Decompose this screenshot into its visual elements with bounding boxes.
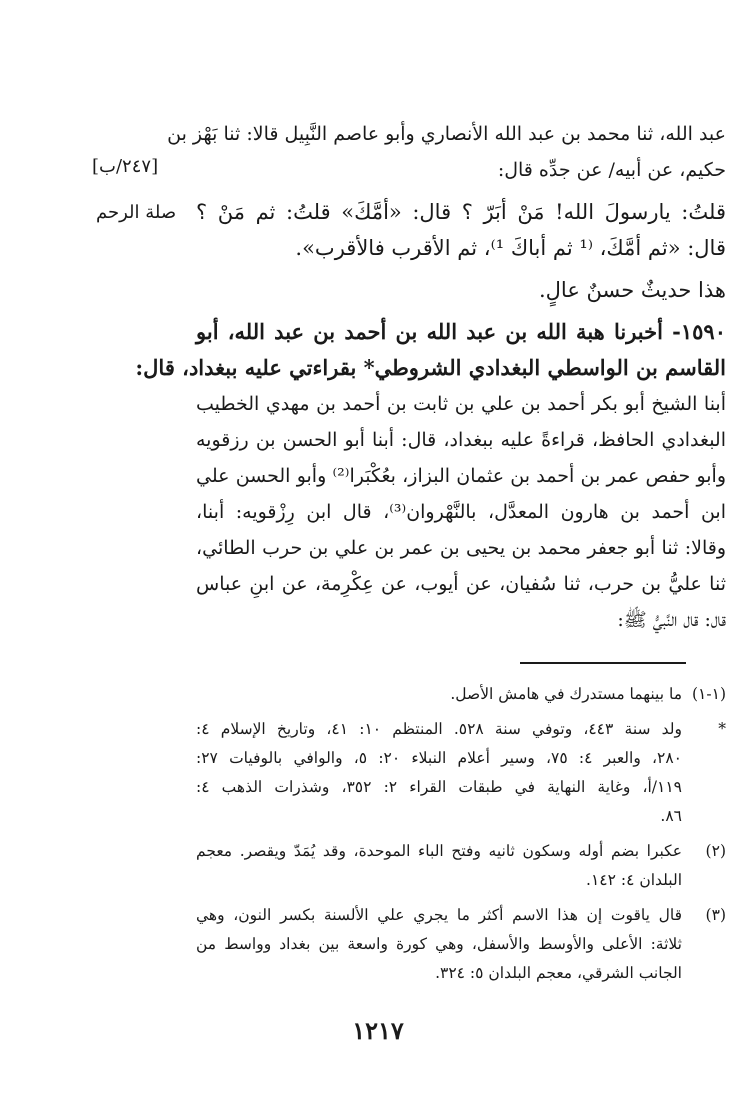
text-line: قال: قال النَّبيُّ ﷺ: — [617, 609, 726, 631]
footnote-line: ولد سنة ٤٤٣، وتوفي سنة ٥٢٨. المنتظم ١٠: ٤١، وتاريخ الإسلام ٤: — [196, 720, 682, 738]
footnote-line: ثلاثة: الأعلى والأوسط والأسفل، وهي كورة واسعة بين بغداد وواسط من — [196, 935, 682, 953]
footnote — [196, 680, 726, 709]
footnote-marker: * — [718, 720, 726, 738]
footnote — [196, 837, 726, 895]
footnote-divider — [520, 662, 686, 664]
text-line: عبد الله، ثنا محمد بن عبد الله الأنصاري وأبو عاصم النَّبِيل قالا: ثنا بَهْز بن — [167, 123, 726, 145]
footnote-line: الجانب الشرقي، معجم البلدان ٥: ٣٢٤. — [435, 964, 682, 982]
text-line: حكيم، عن أبيه/ عن جدِّه قال: — [497, 159, 726, 181]
footnote-line: ٢٨٠، والعبر ٤: ٧٥، وسير أعلام النبلاء ٢٠: ٥، والوافي بالوفيات ٢٧: — [196, 749, 682, 767]
footnote-line: البلدان ٤: ١٤٢. — [586, 871, 682, 889]
text-line: وقالا: ثنا أبو جعفر محمد بن يحيى بن عمر بن علي بن حرب الطائي، — [196, 537, 726, 559]
text-line: أبنا الشيخ أبو بكر أحمد بن علي بن ثابت بن أحمد بن مهدي الخطيب — [196, 393, 726, 415]
text-line: وأبو حفص عمر بن أحمد بن عثمان البزاز، بعُكْبَرا⁽²⁾ وأبو الحسن علي — [196, 465, 726, 487]
text-line: ابن أحمد بن هارون المعدَّل، بالنَّهْروان⁽³⁾، قال ابن رِزْقويه: أبنا، — [196, 501, 726, 523]
text-line: ثنا عليُّ بن حرب، ثنا سُفيان، عن أيوب، عن عِكْرِمة، عن ابنِ عباس — [196, 573, 726, 595]
footnote-line: قال ياقوت إن هذا الاسم أكثر ما يجري علي الألسنة بكسر النون، وهي — [196, 906, 682, 924]
footnote — [196, 715, 726, 831]
footnotes — [196, 680, 726, 994]
hadith-heading-line: ١٥٩٠- أخبرنا هبة الله بن عبد الله بن أحمد بن عبد الله، أبو — [196, 319, 726, 344]
hadith-heading-line: القاسم بن الواسطي البغدادي الشروطي* بقراءتي عليه ببغداد، قال: — [135, 355, 726, 380]
footnote-line: ما بينهما مستدرك في هامش الأصل. — [450, 685, 682, 703]
text-line: قلتُ: يارسولَ الله! مَنْ أبَرّ ؟ قال: «أمَّكَ» قلتُ: ثم مَنْ ؟ — [196, 200, 726, 224]
text-line: هذا حديثٌ حسنٌ عالٍ. — [539, 278, 726, 302]
folio-reference: [٢٤٧/ب] — [92, 156, 159, 177]
footnote-marker: (٣) — [705, 906, 726, 924]
footnote-line: ٨٦. — [660, 807, 682, 825]
text-line: قال: «ثم أمَّكَ، ⁽¹ ثم أباكَ ¹⁾، ثم الأقرب فالأقرب». — [295, 236, 726, 260]
footnote-line: ١١٩/أ، وغاية النهاية في طبقات القراء ٢: ٣٥٢، وشذرات الذهب ٤: — [196, 778, 682, 796]
footnote-marker: (٢) — [705, 842, 726, 860]
footnote-marker: (١-١) — [691, 685, 726, 703]
footnote — [196, 901, 726, 988]
page-number: ١٢١٧ — [352, 1016, 404, 1045]
footnote-line: عكبرا بضم أوله وسكون ثانيه وفتح الباء الموحدة، وقد يُمَدّ ويقصر. معجم — [196, 842, 682, 860]
margin-title: صلة الرحم — [96, 202, 177, 223]
text-line: البغدادي الحافظ، قراءةً عليه ببغداد، قال: أبنا أبو الحسن بن رزقويه — [196, 429, 726, 451]
